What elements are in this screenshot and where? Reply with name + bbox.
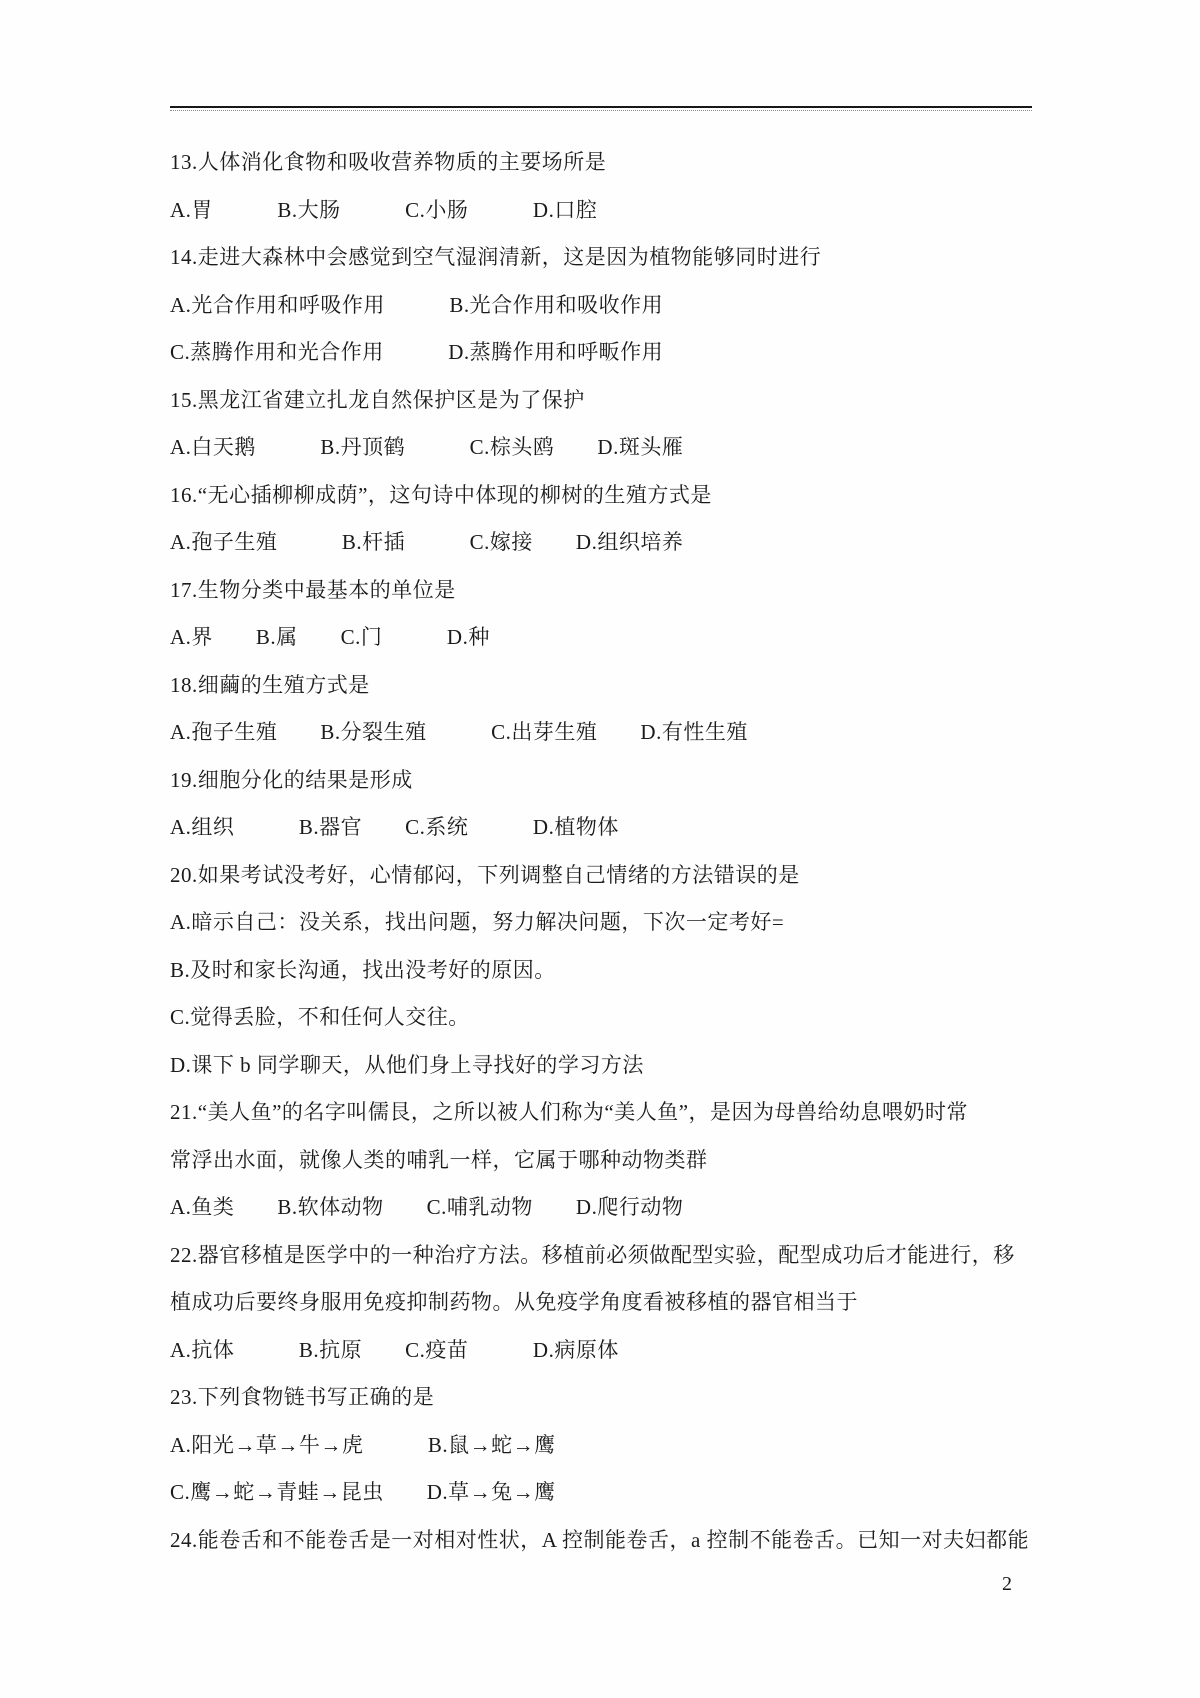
text-line: A.组织 B.器官 C.系统 D.植物体 <box>170 815 619 839</box>
text-line: 18.细繭的生殖方式是 <box>170 672 370 697</box>
text-line: 13.人体消化食物和吸收营养物质的主要场所是 <box>170 150 607 174</box>
text-line: C.鹰→蛇→青蛙→昆虫 D.草→兔→鹰 <box>170 1480 556 1504</box>
text-line: 17.生物分类中最基本的单位是 <box>170 577 456 602</box>
text-line: 常浮出水面，就像人类的哺乳一样，它属于哪种动物类群 <box>170 1147 708 1172</box>
text-line: 23.下列食物链书写正确的是 <box>170 1385 435 1409</box>
exam-body <box>170 139 1040 1564</box>
text-line: A.光合作用和呼吸作用 B.光合作用和吸收作用 <box>170 292 664 317</box>
text-line: A.界 B.属 C.门 D.种 <box>170 625 490 649</box>
text-line: 21.“美人鱼”的名字叫儒艮，之所以被人们称为“美人鱼”，是因为母兽给幼息喂奶时常 <box>170 1100 969 1124</box>
text-line: 19.细胞分化的结果是形成 <box>170 767 413 792</box>
text-line: 14.走进大森林中会感觉到空气湿润清新，这是因为植物能够同时进行 <box>170 245 822 269</box>
text-line: A.孢子生殖 B.杆插 C.嫁接 D.组织培养 <box>170 530 684 554</box>
text-line: 24.能卷舌和不能卷舌是一对相对性状，A 控制能卷舌，a 控制不能卷舌。已知一对夫妇都能 <box>170 1527 1030 1552</box>
text-line: A.孢子生殖 B.分裂生殖 C.出芽生殖 D.有性生殖 <box>170 720 748 744</box>
page-number: 2 <box>1002 1573 1012 1595</box>
text-line: 15.黑龙江省建立扎龙自然保护区是为了保护 <box>170 387 585 412</box>
text-line: 22.器官移植是医学中的一种治疗方法。移植前必须做配型实验，配型成功后才能进行，移 <box>170 1242 1015 1267</box>
text-line: C.觉得丢脸，不和任何人交往。 <box>170 1005 470 1029</box>
text-line: C.蒸腾作用和光合作用 D.蒸腾作用和呼畈作用 <box>170 340 664 364</box>
text-line: A.抗体 B.抗原 C.疫苗 D.病原体 <box>170 1337 619 1362</box>
text-line: 植成功后要终身服用免疫抑制药物。从免疫学角度看被移植的器官相当于 <box>170 1290 858 1314</box>
text-line: 16.“无心插柳柳成荫”，这句诗中体现的柳树的生殖方式是 <box>170 482 712 507</box>
text-line: A.暗示自己：没关系，找出问题，努力解决问题，下次一定考好= <box>170 910 785 934</box>
header-divider-line <box>170 106 1032 111</box>
text-line: A.阳光→草→牛→虎 B.鼠→蛇→鹰 <box>170 1432 556 1457</box>
text-line: A.白天鹅 B.丹顶鹤 C.棕头鸥 D.斑头雁 <box>170 435 684 459</box>
text-line: D.课下 b 同学聊天，从他们身上寻找好的学习方法 <box>170 1052 644 1077</box>
text-line: A.胃 B.大肠 C.小肠 D.口腔 <box>170 197 598 222</box>
text-line: 20.如果考试没考好，心情郁闷，下列调整自己情绪的方法错误的是 <box>170 862 800 887</box>
text-line: A.鱼类 B.软体动物 C.哺乳动物 D.爬行动物 <box>170 1195 684 1219</box>
text-line: B.及时和家长沟通，找出没考好的原因。 <box>170 957 556 982</box>
